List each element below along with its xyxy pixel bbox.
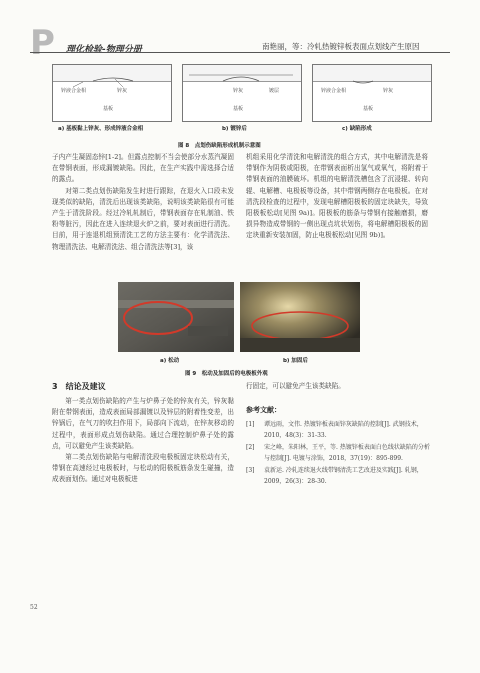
reference-item	[246, 443, 430, 464]
figure-8c-caption: c) 缺陷形成	[342, 126, 372, 132]
figure-9b-photo	[240, 282, 360, 352]
references-list	[246, 420, 430, 487]
figure-8b-caption: b) 镀锌后	[222, 126, 247, 132]
left-column-top	[52, 152, 234, 253]
figure-8	[52, 64, 430, 134]
figure-8a-body-label: 基板	[103, 106, 114, 112]
figure-8b-panel	[182, 64, 302, 122]
reference-number: [2]	[246, 444, 255, 451]
figure-8-caption: 图 8 点划伤缺陷形成机制示意图	[178, 143, 261, 149]
figure-8c-label-2: 锌灰	[383, 88, 394, 94]
figure-8b-body-label: 基板	[233, 106, 244, 112]
paragraph: 对第二类点划伤缺陷发生时进行跟踪，在退火入口段未发现类似的缺陷，清洗后出现该类缺陷，说明该类缺陷很有可能产生于清洗阶段。经过冷轧轧制后，带钢表面存在轧制油、铁粉等脏污，因此在进入连续退火炉之前，要对表面进行清洗。目前，用于连退机组预清洗工艺的方法主要有：化学清洗法、物理清洗法、电解清洗法、组合清洗法等[3]，该	[52, 186, 234, 251]
figure-8b-label-2: 镀层	[269, 88, 280, 94]
journal-logo	[30, 23, 150, 63]
figure-8b-label-1: 锌灰	[233, 88, 244, 94]
figure-8a-panel	[52, 64, 172, 122]
section-3-body	[52, 396, 234, 486]
reference-number: [3]	[246, 467, 255, 474]
reference-item	[246, 420, 430, 441]
logo-letter: P	[30, 23, 55, 63]
reference-item	[246, 466, 430, 487]
figure-9a-caption: a) 松动	[160, 358, 180, 364]
right-column-top	[246, 152, 428, 242]
reference-text: 袁新运. 冷轧连续退火线带钢清洗工艺改进及实践[J]. 轧钢，2009，26(3)：28-30.	[264, 467, 423, 485]
figure-8a-caption: a) 基板黏上锌灰、形成锌液合金相	[58, 126, 144, 132]
section-3-continuation	[246, 381, 428, 392]
figure-8c-body-label: 基板	[363, 106, 374, 112]
paragraph: 子内产生凝固态锌[1-2]。但露点控制不当会使部分水蒸汽凝固在带钢表面，形成漏镀缺陷。因此，在生产实践中需选择合适的露点。	[52, 153, 234, 184]
reference-text: 谭远雨，文伟. 热镀锌板表面锌灰缺陷的控制[J]. 武钢技术，2010，48(3)：31-33.	[264, 421, 423, 439]
header-rule	[30, 52, 450, 53]
paragraph: 机组采用化学清洗和电解清洗的组合方式，其中电解清洗是将带钢作为阴极或阳极，在带钢表面析出氢气或氧气，将附着于带钢表面的油膜破坏。机组的电解清洗槽包含了沉浸辊、转向辊、电解槽、电极板等设备，其中带钢两侧存在电极板。在对清洗段检查的过程中，发现电解槽阳极板的固定块缺失，导致阳极板松动[见图 9a)]。阳极板的筋条与带钢有接触磨损，磨损异物造成带钢的一侧出现点坑状划伤，将电解槽阳极板的固定块重新安装加固，防止电极板松动[见图 9b)]。	[246, 153, 428, 240]
page-number: 52	[30, 604, 38, 611]
section-title: 3 结论及建议	[52, 382, 106, 391]
reference-text: 宋之峰，朱阳林，王平，等. 热镀锌板表面白色线状缺陷的分析与控制[J]. 电镀与涂饰，2018，37(19)：895-899.	[264, 444, 430, 462]
figure-9a-photo	[118, 282, 234, 352]
figure-9b-caption: b) 加固后	[283, 358, 308, 364]
logo-text: 理化检验-物理分册	[66, 45, 142, 55]
paragraph: 行固定，可以避免产生该类缺陷。	[246, 382, 345, 390]
figure-8a-label-2: 锌灰	[117, 88, 128, 94]
figure-8a-label-1: 锌液合金相	[61, 88, 87, 94]
paragraph: 第二类点划伤缺陷与电解清洗段电极板固定块松动有关，带钢在高速经过电极板时，与松动的阳极板筋条发生碰撞，造成表面划伤。通过对电极板进	[52, 453, 234, 484]
figure-9-caption: 图 9 松动及加固后的电极板外观	[185, 371, 268, 377]
figure-8c-panel	[312, 64, 432, 122]
paragraph: 第一类点划伤缺陷的产生与炉鼻子处的锌灰有关，锌灰黏附在带钢表面，造成表面局部漏镀以及锌层的附着性变差，出锌锅后，在气刀的吹扫作用下，局部向下流动，在锌灰移动的过程中，表面形成点划伤缺陷。通过合理控制炉鼻子处的露点，可以避免产生该类缺陷。	[52, 397, 234, 450]
figure-8c-label-1: 锌液合金相	[321, 88, 347, 94]
references-title: 参考文献：	[246, 406, 281, 414]
reference-number: [1]	[246, 421, 255, 428]
running-title: 南艳丽，等：冷轧热镀锌板表面点划线产生原因	[262, 42, 420, 51]
